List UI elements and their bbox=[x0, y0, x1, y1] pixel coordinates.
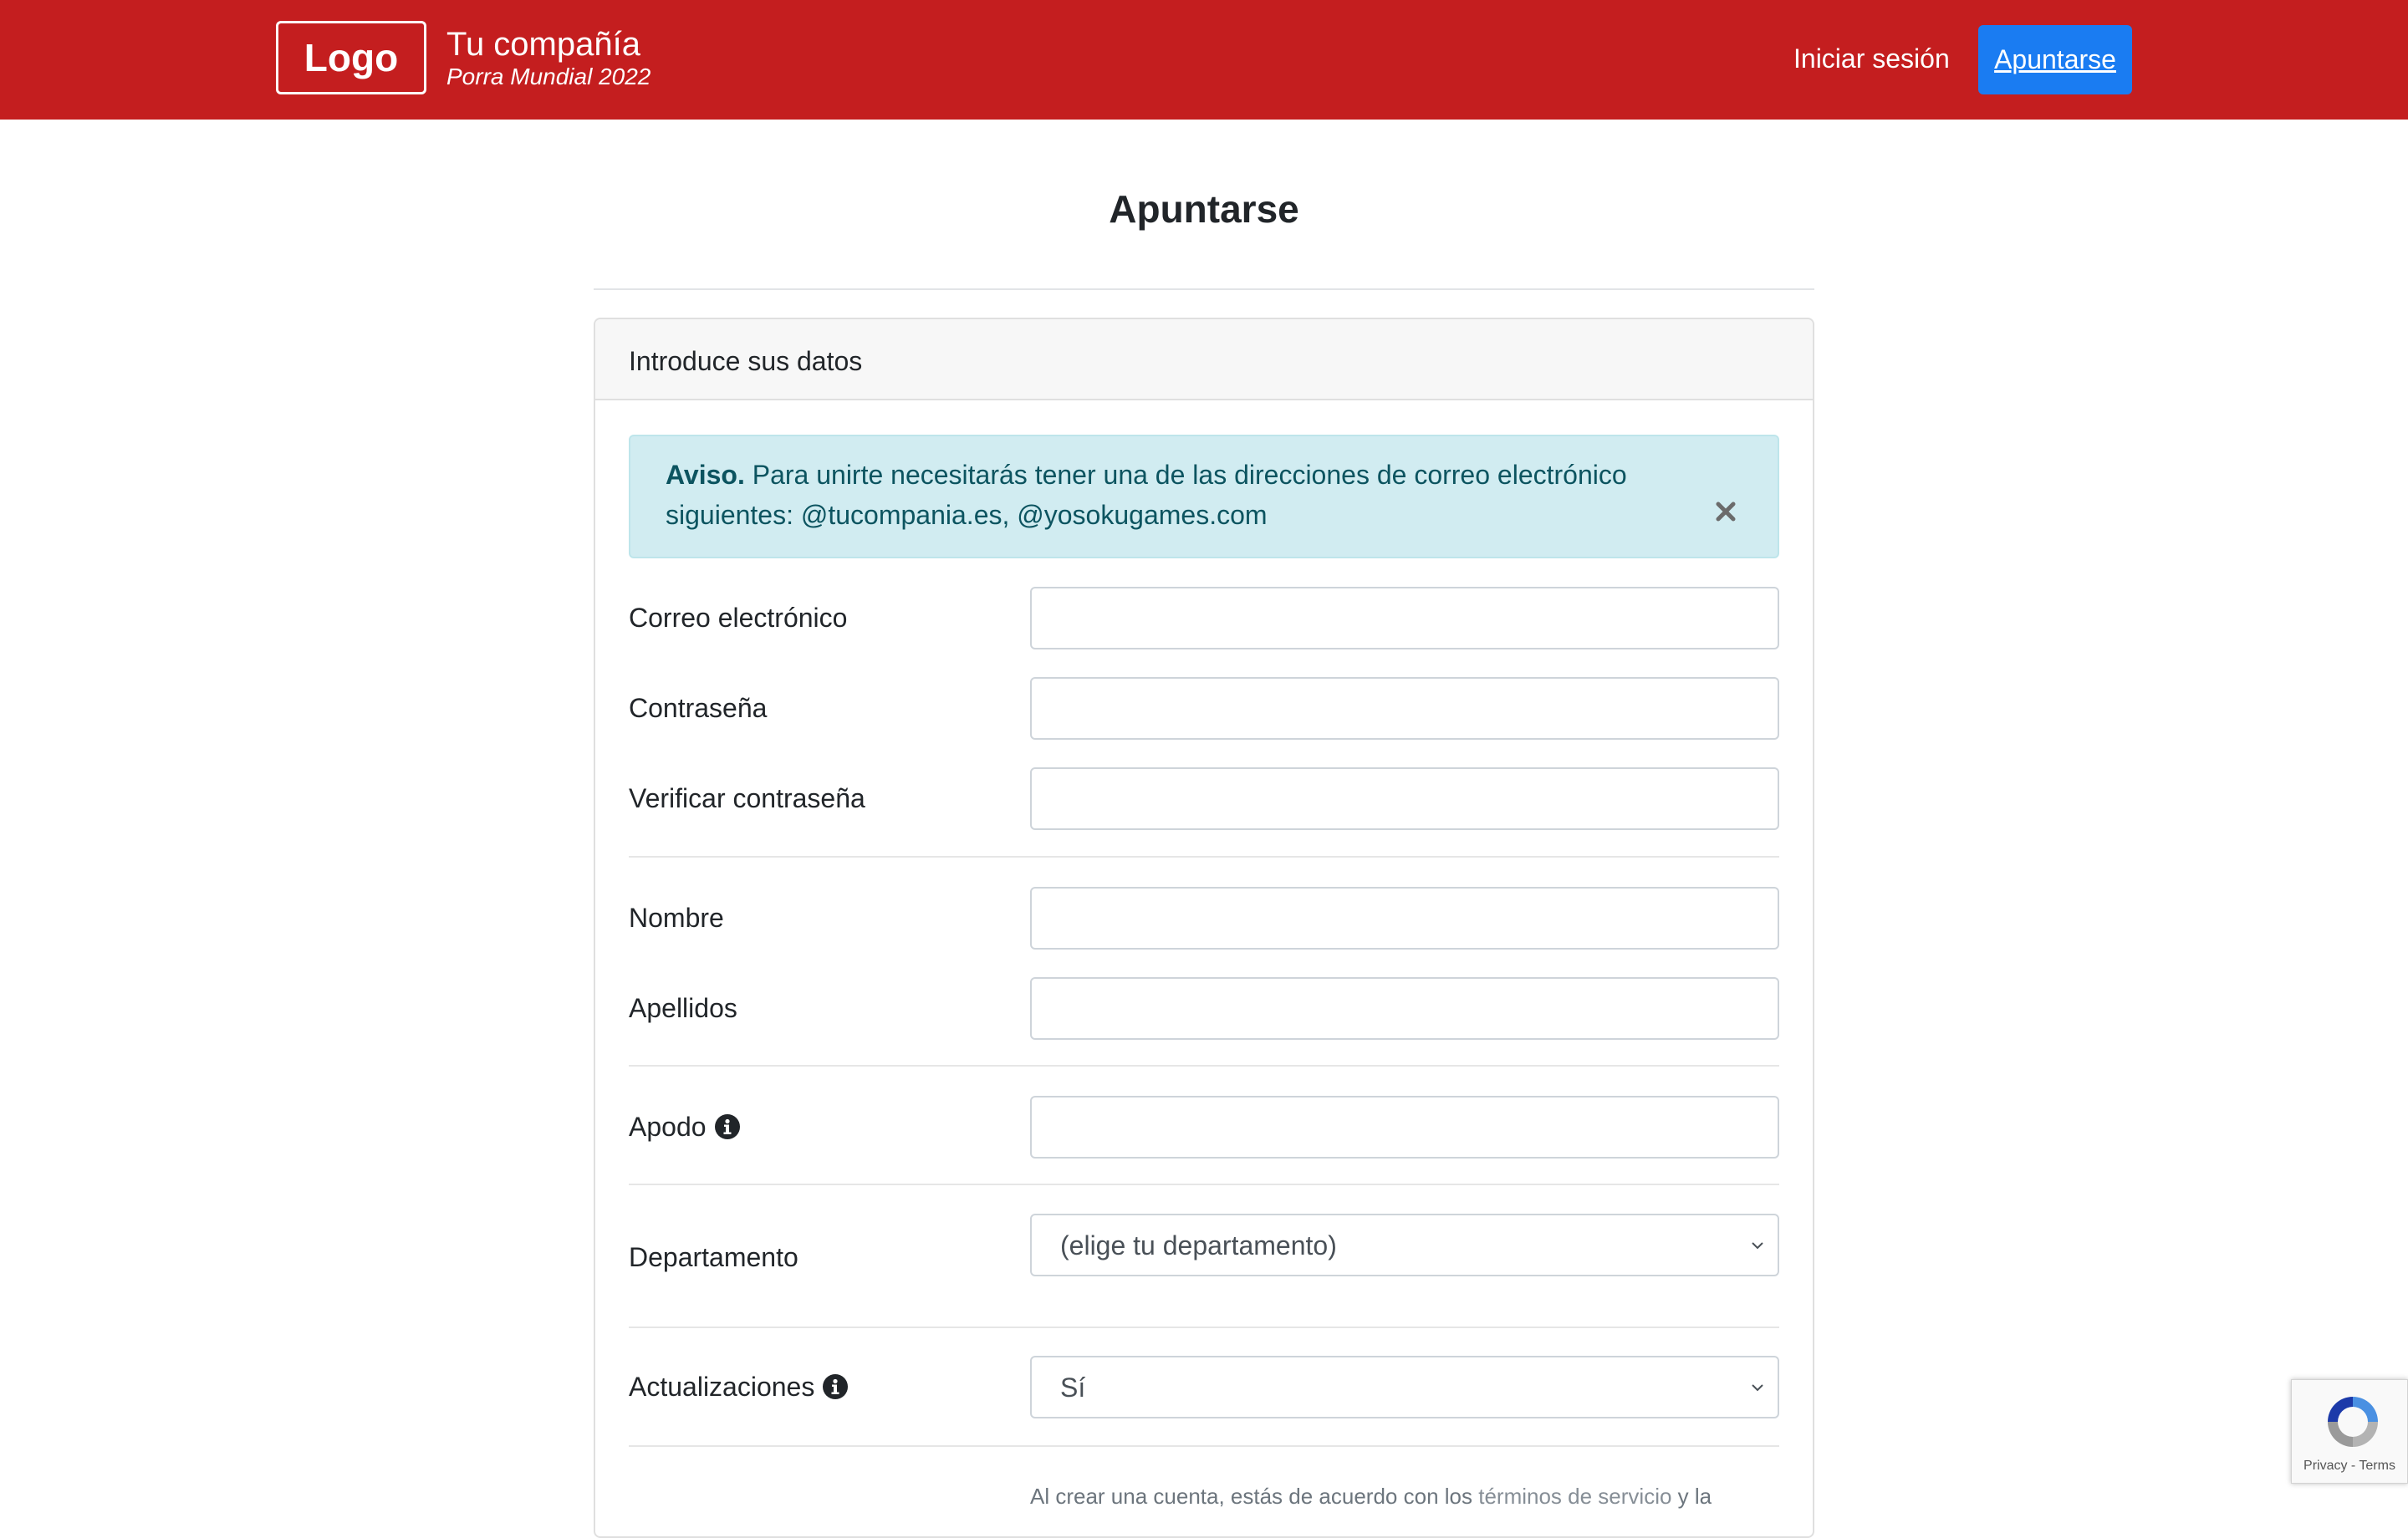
recaptcha-links bbox=[2292, 1459, 2407, 1474]
page-title: Apuntarse bbox=[1109, 187, 1299, 231]
updates-selected: Sí bbox=[1060, 1372, 1086, 1403]
updates-label-group bbox=[629, 1370, 848, 1403]
recaptcha-privacy-link[interactable]: Privacy bbox=[2303, 1459, 2348, 1473]
alert-strong: Aviso. bbox=[666, 460, 745, 490]
chevron-down-icon bbox=[1749, 1379, 1766, 1396]
last-name-label: Apellidos bbox=[629, 993, 737, 1023]
alert-text bbox=[666, 455, 1694, 535]
nickname-label-group bbox=[629, 1110, 740, 1143]
info-alert bbox=[629, 435, 1779, 558]
card-header-title: Introduce sus datos bbox=[629, 346, 863, 376]
alert-message: Para unirte necesitarás tener una de las direcciones de correo electrónico siguientes: @tucompania.es, @yosokugames.com bbox=[666, 460, 1627, 530]
close-icon bbox=[1715, 501, 1737, 522]
alert-close-button[interactable] bbox=[1709, 495, 1742, 528]
email-field[interactable] bbox=[1030, 587, 1779, 649]
top-navbar bbox=[0, 0, 2408, 120]
first-name-field[interactable] bbox=[1030, 887, 1779, 950]
brand-logo[interactable]: Logo bbox=[276, 21, 426, 94]
recaptcha-terms-link[interactable]: Terms bbox=[2359, 1459, 2395, 1473]
recaptcha-separator: - bbox=[2347, 1459, 2360, 1473]
terms-prefix: Al crear una cuenta, estás de acuerdo con los bbox=[1030, 1484, 1472, 1509]
updates-label: Actualizaciones bbox=[629, 1372, 815, 1402]
recaptcha-badge[interactable] bbox=[2291, 1379, 2408, 1484]
password-confirm-label: Verificar contraseña bbox=[629, 783, 865, 813]
updates-select[interactable] bbox=[1030, 1356, 1779, 1418]
department-selected: (elige tu departamento) bbox=[1060, 1230, 1337, 1260]
recaptcha-icon bbox=[2321, 1390, 2385, 1454]
terms-suffix: y la bbox=[1677, 1484, 1712, 1509]
info-icon[interactable] bbox=[715, 1114, 740, 1139]
department-label: Departamento bbox=[629, 1242, 798, 1272]
section-divider bbox=[629, 1065, 1779, 1067]
email-label: Correo electrónico bbox=[629, 603, 848, 633]
title-divider bbox=[594, 288, 1814, 290]
department-select[interactable] bbox=[1030, 1214, 1779, 1276]
password-confirm-field[interactable] bbox=[1030, 767, 1779, 830]
card-header bbox=[595, 319, 1813, 400]
first-name-label: Nombre bbox=[629, 903, 724, 933]
last-name-field[interactable] bbox=[1030, 977, 1779, 1040]
login-link[interactable]: Iniciar sesión bbox=[1793, 43, 1950, 74]
terms-text bbox=[1030, 1481, 1712, 1511]
password-field[interactable] bbox=[1030, 677, 1779, 740]
company-name: Tu compañía bbox=[446, 26, 640, 63]
chevron-down-icon bbox=[1749, 1237, 1766, 1254]
signup-button[interactable]: Apuntarse bbox=[1978, 25, 2132, 94]
password-label: Contraseña bbox=[629, 693, 768, 723]
company-subtitle: Porra Mundial 2022 bbox=[446, 64, 651, 89]
nickname-label: Apodo bbox=[629, 1112, 707, 1142]
section-divider bbox=[629, 1445, 1779, 1447]
section-divider bbox=[629, 856, 1779, 858]
signup-card bbox=[594, 318, 1814, 1538]
section-divider bbox=[629, 1327, 1779, 1328]
terms-of-service-link[interactable]: términos de servicio bbox=[1478, 1484, 1672, 1509]
nickname-field[interactable] bbox=[1030, 1096, 1779, 1159]
section-divider bbox=[629, 1184, 1779, 1185]
info-icon[interactable] bbox=[823, 1374, 848, 1399]
